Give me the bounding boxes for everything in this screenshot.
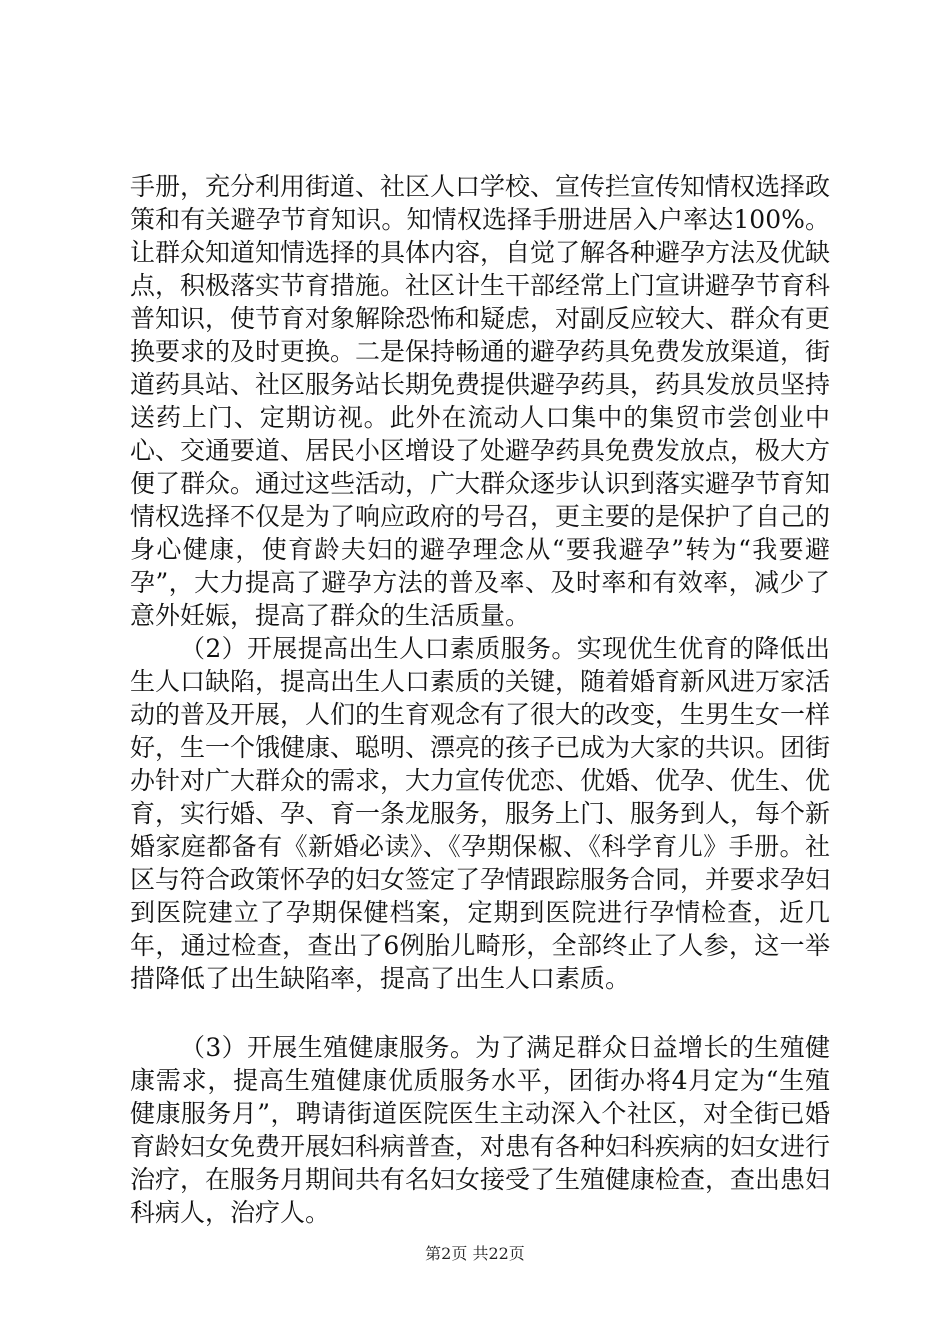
document-body <box>130 170 830 1229</box>
paragraph-birth-quality-services: （2）开展提高出生人口素质服务。实现优生优育的降低出生人口缺陷，提高出生人口素质的关键，随着婚育新风进万家活动的普及开展，人们的生育观念有了很大的改变，生男生女一样好，生一个饿健康、聪明、漂亮的孩子已成为大家的共识。团街办针对广大群众的需求，大力宣传优恋、优婚、优孕、优生、优育，实行婚、孕、育一条龙服务，服务上门、服务到人，每个新婚家庭都备有《新婚必读》、《孕期保椒、《科学育儿》手册。社区与符合政策怀孕的妇女签定了孕情跟踪服务合同，并要求孕妇到医院建立了孕期保健档案，定期到医院进行孕情检查，近几年，通过检查，查出了6例胎儿畸形，全部终止了人参，这一举措降低了出生缺陷率，提高了出生人口素质。 <box>130 634 831 993</box>
paragraph-contraception-services: 手册，充分利用街道、社区人口学校、宣传拦宣传知情权选择政策和有关避孕节育知识。知情权选择手册进居入户率达100%。让群众知道知情选择的具体内容，自觉了解各种避孕方法及优缺点，积极落实节育措施。社区计生干部经常上门宣讲避孕节育科普知识，使节育对象解除恐怖和疑虑，对副反应较大、群众有更换要求的及时更换。二是保持畅通的避孕药具免费发放渠道，街道药具站、社区服务站长期免费提供避孕药具，药具发放员坚持送药上门、定期访视。此外在流动人口集中的集贸市尝创业中心、交通要道、居民小区增设了处避孕药具免费发放点，极大方便了群众。通过这些活动，广大群众逐步认识到落实避孕节育知情权选择不仅是为了响应政府的号召，更主要的是保护了自己的身心健康，使育龄夫妇的避孕理念从“要我避孕”转为“我要避孕”，大力提高了避孕方法的普及率、及时率和有效率，减少了意外妊娠，提高了群众的生活质量。 <box>130 172 831 630</box>
paragraph-reproductive-health-services: （3）开展生殖健康服务。为了满足群众日益增长的生殖健康需求，提高生殖健康优质服务水平，团街办将4月定为“生殖健康服务月”，聘请街道医院医生主动深入个社区，对全街已婚育龄妇女免费开展妇科病普查，对患有各种妇科疾病的妇女进行治疗，在服务月期间共有名妇女接受了生殖健康检查，查出患妇科病人，治疗人。 <box>130 1033 831 1227</box>
paragraph-gap <box>130 995 830 1031</box>
page-number-footer: 第2页 共22页 <box>425 1244 525 1263</box>
